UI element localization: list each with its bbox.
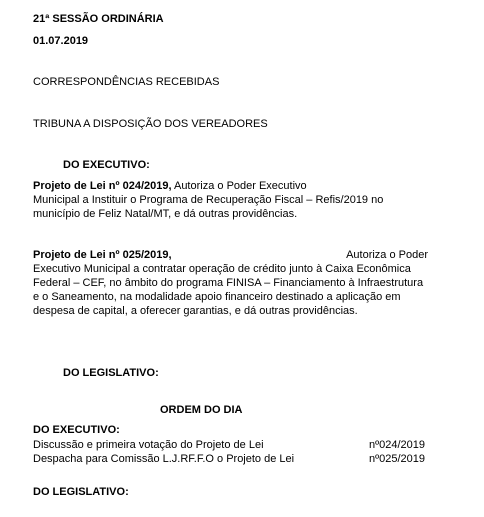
ordem-item-text: Discussão e primeira votação do Projeto de Lei	[33, 439, 264, 451]
session-date: 01.07.2019	[33, 35, 89, 47]
ordem-legislativo-heading: DO LEGISLATIVO:	[33, 486, 129, 498]
project-025-line1-rest: Autoriza o Poder	[346, 249, 428, 261]
project-025-line4: e o Saneamento, na modalidade apoio financeiro destinado a aplicação em	[33, 291, 401, 303]
project-025-line3: Federal – CEF, no âmbito do programa FINISA – Financiamento à Infraestrutura	[33, 277, 424, 289]
project-025-paragraph	[33, 248, 428, 318]
project-025-line5: despesa de capital, a oferecer garantias, e dá outras providências.	[33, 305, 358, 317]
ordem-item-row	[33, 438, 425, 452]
project-024-line1	[33, 179, 428, 193]
project-024-paragraph	[33, 179, 428, 221]
correspondencias-heading: CORRESPONDÊNCIAS RECEBIDAS	[33, 76, 220, 88]
ordem-executivo-heading: DO EXECUTIVO:	[33, 424, 120, 436]
ordem-item-number: nº024/2019	[368, 439, 425, 451]
project-025-line1	[33, 248, 428, 262]
project-024-line1-rest: Autoriza o Poder Executivo	[171, 180, 307, 192]
ordem-item-number: nº025/2019	[368, 453, 425, 465]
ordem-item-row	[33, 452, 425, 466]
project-025-line2: Executivo Municipal a contratar operação de crédito junto à Caixa Econômica	[33, 263, 411, 275]
executivo-heading: DO EXECUTIVO:	[63, 159, 150, 171]
project-024-title: Projeto de Lei nº 024/2019,	[33, 180, 172, 192]
ordem-item-text: Despacha para Comissão L.J.RF.F.O o Projeto de Lei	[33, 453, 295, 465]
tribuna-heading: TRIBUNA A DISPOSIÇÃO DOS VEREADORES	[33, 118, 268, 130]
project-024-line3: município de Feliz Natal/MT, e dá outras providências.	[33, 208, 298, 220]
project-025-title: Projeto de Lei nº 025/2019,	[33, 249, 172, 261]
project-024-line2: Municipal a Instituir o Programa de Recuperação Fiscal – Refis/2019 no	[33, 194, 384, 206]
session-title: 21ª SESSÃO ORDINÁRIA	[33, 13, 164, 25]
ordem-do-dia-title: ORDEM DO DIA	[160, 404, 243, 416]
ordem-items-list	[33, 438, 425, 466]
legislativo-heading: DO LEGISLATIVO:	[63, 367, 159, 379]
